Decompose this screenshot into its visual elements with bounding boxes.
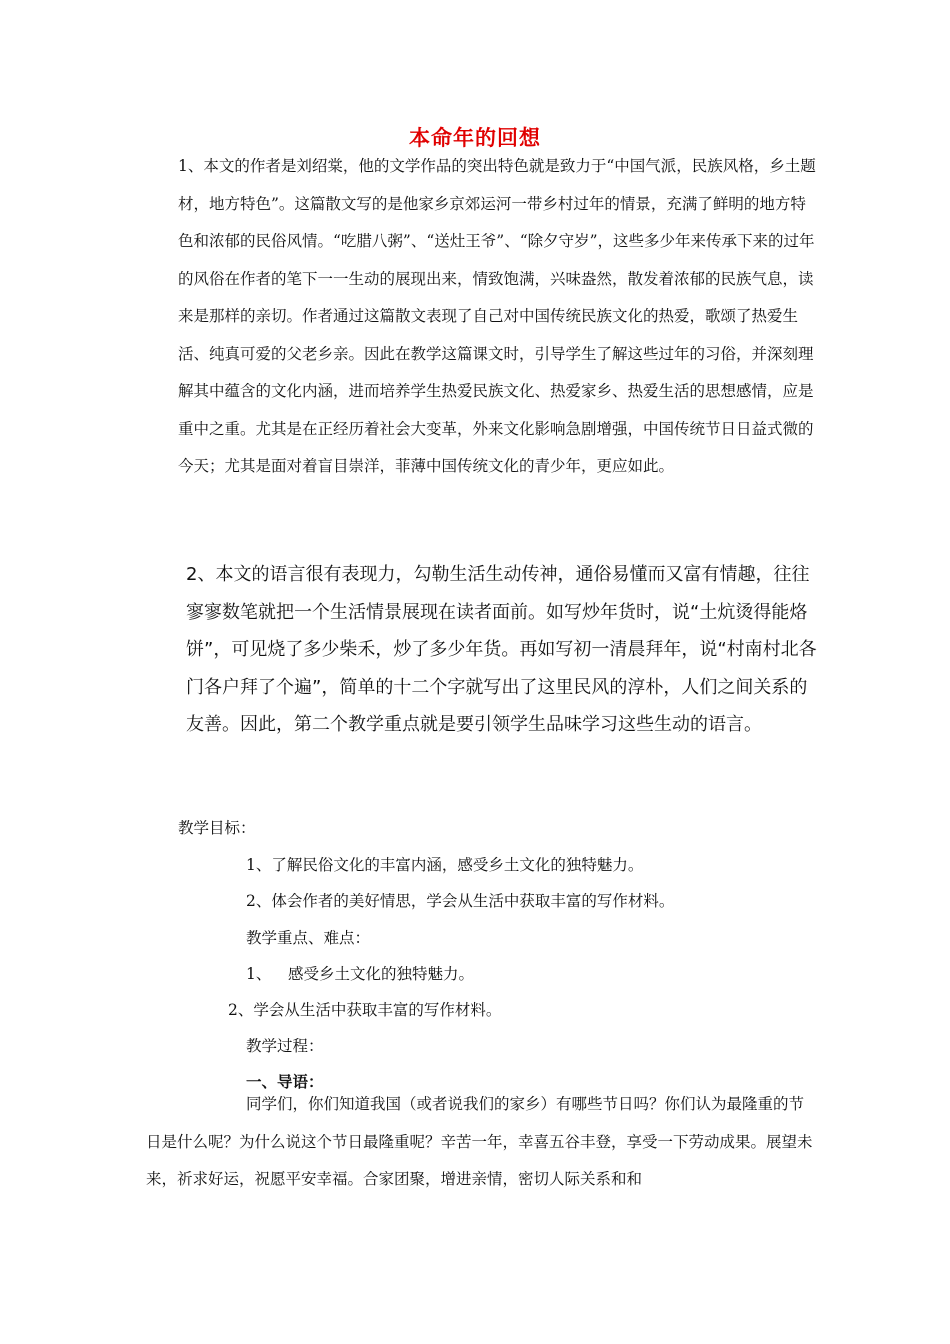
key-point-1-text: 感受乡土文化的独特魅力。 xyxy=(288,965,475,983)
teaching-goals-heading: 教学目标： xyxy=(178,819,256,837)
teaching-goal-1: 1、了解民俗文化的丰富内涵，感受乡土文化的独特魅力。 xyxy=(246,856,644,874)
paragraph-1: 1、本文的作者是刘绍棠，他的文学作品的突出特色就是致力于“中国气派，民族风格，乡土题材，地方特色”。这篇散文写的是他家乡京郊运河一带乡村过年的情景，充满了鲜明的地方特色和浓郁的民俗风情。“吃腊八粥”、“送灶王爷”、“除夕守岁”，这些多少年来传承下来的过年的风俗在作者的笔下一一生动的展现出来，情致饱满，兴味盎然，散发着浓郁的民族气息，读来是那样的亲切。作者通过这篇散文表现了自己对中国传统民族文化的热爱，歌颂了热爱生活、纯真可爱的父老乡亲。因此在教学这篇课文时，引导学生了解这些过年的习俗，并深刻理解其中蕴含的文化内涵，进而培养学生热爱民族文化、热爱家乡、热爱生活的思想感情，应是重中之重。尤其是在正经历着社会大变革，外来文化影响急剧增强，中国传统节日日益式微的今天；尤其是面对着盲目崇洋，菲薄中国传统文化的青少年，更应如此。 xyxy=(178,157,816,475)
key-point-2: 2、学会从生活中获取丰富的写作材料。 xyxy=(228,1001,502,1019)
intro-paragraph: 同学们，你们知道我国（或者说我们的家乡）有哪些节日吗？你们认为最隆重的节日是什么呢？为什么说这个节日最隆重呢？辛苦一年，幸喜五谷丰登，享受一下劳动成果。展望未来，祈求好运，祝愿平安幸福。合家团聚，增进亲情，密切人际关系和和 xyxy=(146,1095,813,1188)
key-point-1-number: 1、 xyxy=(246,965,272,983)
section-1-heading: 一、导语： xyxy=(246,1073,324,1091)
paragraph-2: 2、本文的语言很有表现力，勾勒生活生动传神，通俗易懂而又富有情趣，往往寥寥数笔就把一个生活情景展现在读者面前。如写炒年货时，说“土炕烫得能烙饼”，可见烧了多少柴禾，炒了多少年货。再如写初一清晨拜年，说“村南村北各门各户拜了个遍”，简单的十二个字就写出了这里民风的淳朴，人们之间关系的友善。因此，第二个教学重点就是要引领学生品味学习这些生动的语言。 xyxy=(186,564,817,735)
teaching-goal-2: 2、体会作者的美好情思，学会从生活中获取丰富的写作材料。 xyxy=(246,892,675,910)
document-title: 本命年的回想 xyxy=(409,126,541,150)
teaching-process-heading: 教学过程： xyxy=(246,1037,324,1055)
key-points-heading: 教学重点、难点： xyxy=(246,929,371,947)
